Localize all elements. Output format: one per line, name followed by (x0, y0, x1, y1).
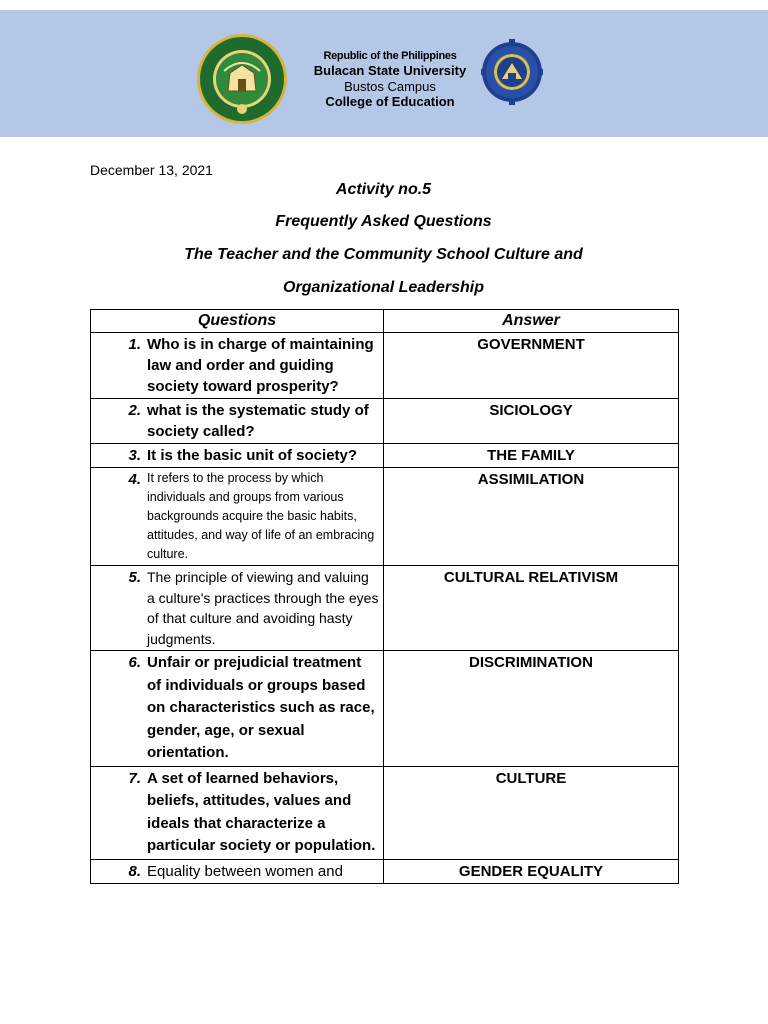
answer-cell: ASSIMILATION (384, 468, 679, 566)
question-cell (91, 651, 384, 767)
question-cell (91, 444, 384, 468)
question-number: 7. (128, 769, 141, 787)
campus-name: Bustos Campus (344, 78, 436, 94)
document-subtitle: Frequently Asked Questions (275, 213, 492, 230)
question-text: Who is in charge of maintaining law and order and guiding society toward prosperity? (147, 336, 374, 395)
question-text: It is the basic unit of society? (147, 447, 358, 464)
table-row (91, 468, 679, 566)
answer-cell: CULTURE (384, 766, 679, 859)
answer-cell: CULTURAL RELATIVISM (384, 566, 679, 651)
faq-table (90, 309, 679, 884)
table-row (91, 766, 679, 859)
table-row (91, 333, 679, 399)
question-text: Unfair or prejudicial treatment of individuals or groups based on characteristics such as race, gender, age, or sexual orientation. (147, 654, 375, 761)
question-cell (91, 766, 384, 859)
country-label: Republic of the Philippines (323, 50, 457, 62)
answer-column-header: Answer (384, 310, 679, 333)
question-number: 2. (128, 402, 141, 419)
question-number: 8. (128, 862, 141, 880)
answer-cell: THE FAMILY (384, 444, 679, 468)
question-text: It refers to the process by which individuals and groups from various backgrounds acquire the basic habits, attitudes, and way of life of an embracing culture. (147, 471, 375, 561)
answer-cell: GENDER EQUALITY (384, 859, 679, 883)
college-name: College of Education (325, 94, 455, 110)
question-number: 1. (128, 336, 141, 353)
answer-cell: DISCRIMINATION (384, 651, 679, 767)
question-cell (91, 566, 384, 651)
university-header (300, 50, 480, 110)
question-cell (91, 859, 384, 883)
question-number: 3. (128, 447, 141, 464)
question-number: 6. (128, 654, 141, 671)
table-row (91, 651, 679, 767)
questions-column-header: Questions (91, 310, 384, 333)
college-of-education-seal-icon (481, 27, 543, 117)
topic-title-line-2: Organizational Leadership (283, 279, 484, 296)
question-cell (91, 399, 384, 444)
question-text: The principle of viewing and valuing a culture's practices through the eyes of that culture and avoiding hasty judgments. (147, 569, 379, 647)
answer-cell: SICIOLOGY (384, 399, 679, 444)
bulacan-state-university-seal-icon (196, 33, 288, 125)
table-row (91, 399, 679, 444)
university-name: Bulacan State University (313, 63, 467, 79)
question-number: 4. (128, 471, 141, 488)
topic-title-line-1: The Teacher and the Community School Culture and (184, 246, 583, 263)
question-text: A set of learned behaviors, beliefs, attitudes, values and ideals that characterize a particular society or population. (147, 769, 376, 854)
question-text: Equality between women and (147, 862, 343, 880)
document-date: December 13, 2021 (90, 162, 213, 178)
question-cell (91, 333, 384, 399)
table-row (91, 859, 679, 883)
answer-cell: GOVERNMENT (384, 333, 679, 399)
table-row (91, 444, 679, 468)
question-cell (91, 468, 384, 566)
activity-title: Activity no.5 (335, 181, 432, 198)
question-text: what is the systematic study of society called? (147, 402, 369, 440)
table-row (91, 566, 679, 651)
question-number: 5. (128, 569, 141, 586)
table-header-row (91, 310, 679, 333)
